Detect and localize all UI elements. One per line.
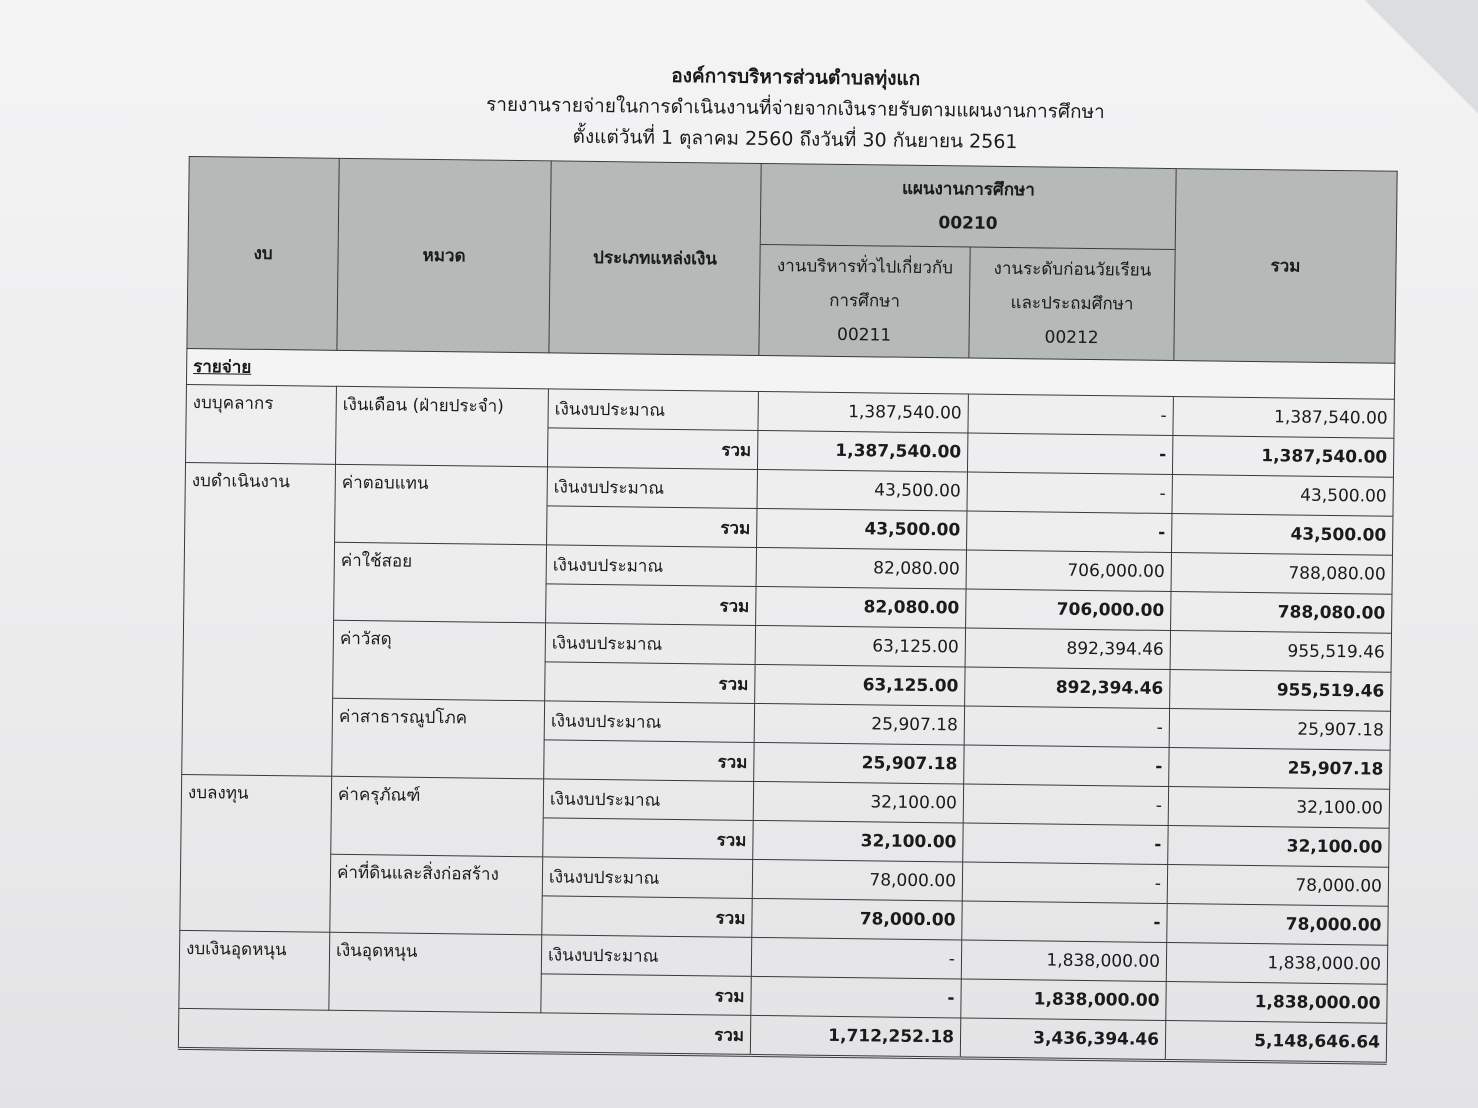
subtotal-label: รวม: [543, 818, 753, 860]
budget-cell: งบดำเนินงาน: [182, 462, 336, 776]
grand-total-sum: 5,148,646.64: [1165, 1020, 1386, 1063]
amount-00212: 892,394.46: [965, 628, 1170, 670]
subtotal-00211: 25,907.18: [754, 742, 964, 784]
subtotal-00211: 78,000.00: [752, 898, 962, 940]
report-title: รายงานรายจ่ายในการดำเนินงานที่จ่ายจากเงินรายรับตามแผนงานการศึกษา: [485, 93, 1105, 124]
amount-00211: 82,080.00: [756, 547, 966, 589]
subtotal-00212: -: [967, 433, 1172, 475]
document: [178, 55, 1402, 1065]
subtotal-00211: 32,100.00: [753, 820, 963, 862]
col1-code: 00211: [836, 324, 892, 346]
amount-00211: 43,500.00: [757, 469, 967, 511]
subtotal-total: 788,080.00: [1171, 592, 1392, 634]
category-cell: ค่าตอบแทน: [335, 464, 548, 545]
subtotal-00211: -: [751, 976, 961, 1018]
subtotal-label: รวม: [545, 662, 755, 704]
budget-cell: งบลงทุน: [180, 774, 332, 932]
amount-00212: -: [963, 784, 1168, 826]
subtotal-00212: 706,000.00: [966, 589, 1171, 631]
subtotal-label: รวม: [544, 740, 754, 782]
amount-00211: 32,100.00: [753, 781, 963, 823]
amount-total: 43,500.00: [1172, 475, 1393, 517]
col-header-budget: งบ: [187, 156, 339, 350]
category-cell: เงินอุดหนุน: [329, 932, 542, 1013]
subtotal-total: 32,100.00: [1168, 826, 1389, 868]
col-header-total: รวม: [1174, 169, 1397, 364]
grand-total-00211: 1,712,252.18: [750, 1015, 960, 1058]
amount-00211: 78,000.00: [752, 859, 962, 901]
amount-00212: -: [962, 862, 1167, 904]
amount-00212: -: [964, 706, 1169, 748]
amount-00211: 63,125.00: [755, 625, 965, 667]
amount-00212: -: [967, 472, 1172, 514]
amount-00211: -: [751, 937, 961, 979]
col1-line1: งานบริหารทั่วไปเกี่ยวกับ: [776, 256, 954, 279]
col-header-plan: [760, 163, 1176, 249]
category-cell: ค่าสาธารณูปโภค: [332, 698, 545, 779]
expense-table: [178, 156, 1398, 1065]
col-header-source: ประเภทแหล่งเงิน: [549, 161, 761, 356]
subtotal-total: 43,500.00: [1171, 514, 1392, 556]
category-cell: เงินเดือน (ฝ่ายประจำ): [336, 386, 549, 467]
grand-total-label: รวม: [178, 1008, 750, 1055]
amount-total: 955,519.46: [1170, 631, 1391, 673]
source-cell: เงินงบประมาณ: [542, 857, 752, 899]
plan-title: แผนงานการศึกษา: [901, 178, 1035, 201]
source-cell: เงินงบประมาณ: [544, 701, 754, 743]
source-cell: เงินงบประมาณ: [545, 623, 755, 665]
plan-code: 00210: [938, 213, 998, 234]
source-cell: เงินงบประมาณ: [548, 389, 758, 431]
source-cell: เงินงบประมาณ: [543, 779, 753, 821]
subtotal-total: 1,387,540.00: [1172, 436, 1393, 478]
subtotal-00212: -: [967, 511, 1172, 553]
subtotal-00211: 63,125.00: [755, 664, 965, 706]
subtotal-00212: 892,394.46: [965, 667, 1170, 709]
budget-cell: งบบุคลากร: [186, 384, 337, 464]
subtotal-total: 78,000.00: [1167, 904, 1388, 946]
subtotal-total: 25,907.18: [1169, 748, 1390, 790]
subtotal-00211: 43,500.00: [757, 508, 967, 550]
subtotal-00211: 82,080.00: [756, 586, 966, 628]
amount-total: 32,100.00: [1168, 787, 1389, 829]
amount-total: 25,907.18: [1169, 709, 1390, 751]
amount-00212: 1,838,000.00: [961, 940, 1166, 982]
subtotal-label: รวม: [546, 584, 756, 626]
report-header: [189, 55, 1402, 163]
col2-line1: งานระดับก่อนวัยเรียน: [993, 258, 1152, 281]
subtotal-total: 1,838,000.00: [1166, 981, 1387, 1023]
subtotal-00212: 1,838,000.00: [961, 979, 1166, 1021]
subtotal-00211: 1,387,540.00: [757, 430, 967, 472]
source-cell: เงินงบประมาณ: [541, 935, 751, 977]
amount-total: 1,838,000.00: [1166, 942, 1387, 984]
amount-00211: 1,387,540.00: [758, 391, 968, 433]
table-body: [178, 348, 1394, 1063]
budget-cell: งบเงินอุดหนุน: [179, 930, 330, 1010]
org-title: องค์การบริหารส่วนตำบลทุ่งแก: [671, 64, 921, 90]
category-cell: ค่าที่ดินและสิ่งก่อสร้าง: [330, 854, 543, 935]
subtotal-label: รวม: [542, 896, 752, 938]
category-cell: ค่าครุภัณฑ์: [331, 776, 544, 857]
category-cell: ค่าวัสดุ: [333, 620, 546, 701]
amount-00211: 25,907.18: [754, 703, 964, 745]
amount-total: 78,000.00: [1167, 865, 1388, 907]
subtotal-label: รวม: [541, 974, 751, 1016]
col-header-category: หมวด: [337, 158, 551, 353]
category-cell: ค่าใช้สอย: [334, 542, 547, 623]
subtotal-label: รวม: [547, 428, 757, 470]
col1-line2: การศึกษา: [829, 290, 901, 312]
section-label: รายจ่าย: [186, 348, 1394, 399]
source-cell: เงินงบประมาณ: [547, 467, 757, 509]
col2-code: 00212: [1044, 327, 1099, 349]
subtotal-00212: -: [963, 823, 1168, 865]
subtotal-label: รวม: [547, 506, 757, 548]
amount-total: 788,080.00: [1171, 553, 1392, 595]
report-period: ตั้งแต่วันที่ 1 ตุลาคม 2560 ถึงวันที่ 30 กันยายน 2561: [572, 125, 1018, 154]
grand-total-00212: 3,436,394.46: [960, 1018, 1165, 1061]
amount-total: 1,387,540.00: [1173, 397, 1394, 439]
amount-00212: 706,000.00: [966, 550, 1171, 592]
col-header-00211: [759, 244, 970, 358]
source-cell: เงินงบประมาณ: [546, 545, 756, 587]
subtotal-total: 955,519.46: [1170, 670, 1391, 712]
amount-00212: -: [968, 394, 1173, 436]
subtotal-00212: -: [964, 745, 1169, 787]
col-header-00212: [969, 247, 1175, 360]
col2-line2: และประถมศึกษา: [1010, 293, 1134, 315]
subtotal-00212: -: [962, 901, 1167, 943]
